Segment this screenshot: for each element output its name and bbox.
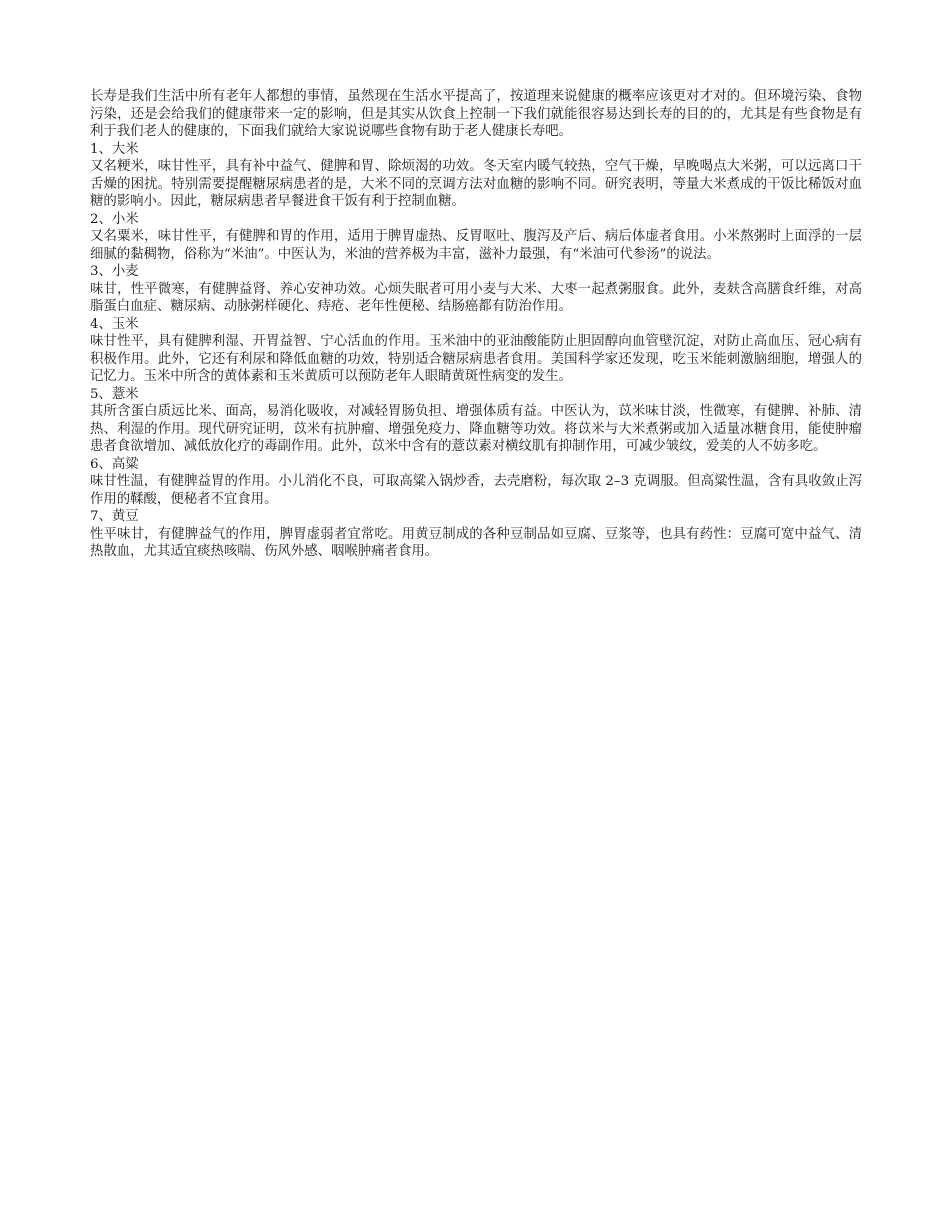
- section-body-sorghum: 味甘性温，有健脾益胃的作用。小儿消化不良，可取高粱入锅炒香，去壳磨粉，每次取 2–3 克调服。但高粱性温，含有具收敛止泻作用的鞣酸，便秘者不宜食用。: [90, 474, 862, 507]
- intro-paragraph: 长寿是我们生活中所有老年人都想的事情，虽然现在生活水平提高了，按道理来说健康的概率应该更对才对的。但环境污染、食物污染，还是会给我们的健康带来一定的影响，但是其实从饮食上控制一下我们就能很容易达到长寿的目的的，尤其是有些食物是有利于我们老人的健康的，下面我们就给大家说说哪些食物有助于老人健康长寿吧。: [90, 89, 862, 139]
- section-heading-millet: 2、小米: [90, 211, 139, 227]
- section-body-rice: 又名粳米，味甘性平，具有补中益气、健脾和胃、除烦渴的功效。冬天室内暖气较热，空气干燥，早晚喝点大米粥，可以远离口干舌燥的困扰。特别需要提醒糖尿病患者的是，大米不同的烹调方法对血糖的影响不同。研究表明，等量大米煮成的干饭比稀饭对血糖的影响小。因此，糖尿病患者早餐进食干饭有利于控制血糖。: [90, 159, 862, 209]
- section-heading-corn: 4、玉米: [90, 316, 139, 332]
- section-body-millet: 又名粟米，味甘性平，有健脾和胃的作用，适用于脾胃虚热、反胃呕吐、腹泻及产后、病后体虚者食用。小米熬粥时上面浮的一层细腻的黏稠物，俗称为“米油”。中医认为，米油的营养极为丰富，滋补力最强，有“米油可代参汤”的说法。: [90, 229, 862, 262]
- section-body-soybean: 性平味甘，有健脾益气的作用，脾胃虚弱者宜常吃。用黄豆制成的各种豆制品如豆腐、豆浆等，也具有药性：豆腐可宽中益气、清热散血，尤其适宜痰热咳喘、伤风外感、咽喉肿痛者食用。: [90, 526, 862, 559]
- section-heading-coix-seed: 5、薏米: [90, 386, 139, 402]
- section-body-coix-seed: 其所含蛋白质远比米、面高，易消化吸收，对减轻胃肠负担、增强体质有益。中医认为，苡米味甘淡，性微寒，有健脾、补肺、清热、利湿的作用。现代研究证明，苡米有抗肿瘤、增强免疫力、降血糖等功效。将苡米与大米煮粥或加入适量冰糖食用，能使肿瘤患者食欲增加、减低放化疗的毒副作用。此外，苡米中含有的薏苡素对横纹肌有抑制作用，可减少皱纹，爱美的人不妨多吃。: [90, 404, 862, 454]
- section-heading-wheat: 3、小麦: [90, 264, 139, 279]
- section-body-wheat: 味甘，性平微寒，有健脾益肾、养心安神功效。心烦失眠者可用小麦与大米、大枣一起煮粥服食。此外，麦麸含高膳食纤维，对高脂蛋白血症、糖尿病、动脉粥样硬化、痔疮、老年性便秘、结肠癌都有防治作用。: [90, 281, 862, 314]
- section-heading-sorghum: 6、高粱: [90, 456, 139, 472]
- section-heading-rice: 1、大米: [90, 141, 139, 157]
- section-heading-soybean: 7、黄豆: [90, 509, 139, 524]
- section-body-corn: 味甘性平，具有健脾利湿、开胃益智、宁心活血的作用。玉米油中的亚油酸能防止胆固醇向血管壁沉淀，对防止高血压、冠心病有积极作用。此外，它还有利尿和降低血糖的功效，特别适合糖尿病患者食用。美国科学家还发现，吃玉米能刺激脑细胞，增强人的记忆力。玉米中所含的黄体素和玉米黄质可以预防老年人眼睛黄斑性病变的发生。: [90, 334, 862, 384]
- document-body: [90, 88, 862, 561]
